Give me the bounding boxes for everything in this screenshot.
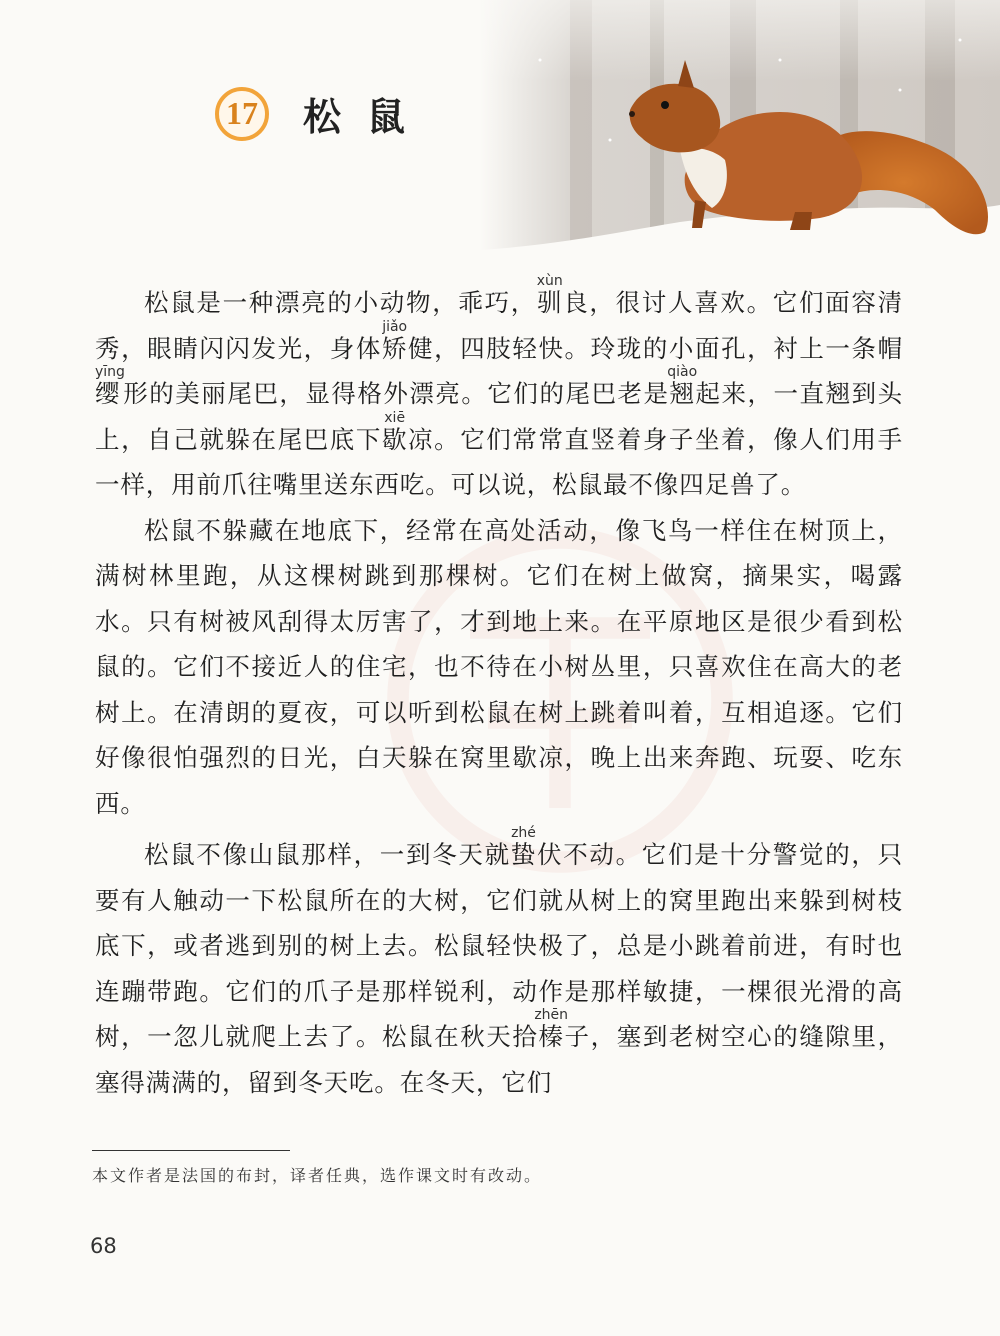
pinyin: zhēn: [534, 1007, 569, 1023]
text-run: 松鼠不躲藏在地底下，经常在高处活动，像飞鸟一样住在树顶上，满树林里跑，从这棵树跳到那棵树。它们在树上做窝，摘果实，喝露水。只有树被风刮得太厉害了，才到地上来。在平原地区是很少看到松鼠的。它们不接近人的住宅，也不待在小树丛里，只喜欢住在高大的老树上。在清朗的夏夜，可以听到松鼠在树上跳着叫着，互相追逐。它们好像很怕强烈的日光，白天躲在窝里歇凉，晚上出来奔跑、玩耍、吃东西。: [95, 515, 903, 818]
pinyin: zhé: [510, 825, 537, 841]
text-run: 健，四肢轻快。玲珑的小面孔，衬上一条帽: [408, 333, 903, 363]
pinyin: jiǎo: [381, 318, 408, 335]
text-run: 凉。它们常常直竖着身子坐着，像人们用手一样，用前爪往嘴里送东西吃。可以说，松鼠最不像四足兽了。: [95, 424, 903, 499]
text-run: 松鼠是一种漂亮的小动物，乖巧，: [144, 288, 537, 317]
paragraph: [95, 508, 903, 827]
lesson-title: 松鼠: [303, 95, 432, 139]
lesson-number-badge: 17: [215, 87, 269, 141]
footnote-divider: [92, 1150, 290, 1151]
paragraph: [95, 274, 903, 508]
lesson-header: [215, 86, 431, 141]
page-number: 68: [90, 1234, 117, 1258]
text-run: 良，很讨人喜欢。它们面容清秀，眼睛闪闪发光，身体: [95, 288, 904, 363]
pinyin-annotated-char: 翘qiào: [667, 364, 698, 408]
text-run: 形的美丽尾巴，显得格外漂亮。它们的尾巴老是: [122, 379, 670, 408]
pinyin: yīng: [95, 364, 125, 380]
text-run: 起来，一直翘到头上，自己就躲在尾巴底下: [95, 379, 903, 454]
footnote: 本文作者是法国的布封，译者任典，选作课文时有改动。: [92, 1166, 543, 1185]
pinyin: xùn: [536, 273, 563, 289]
text-run: 伏不动。它们是十分警觉的，只要有人触动一下松鼠所在的大树，它们就从树上的窝里跑出来躲到树枝底下，或者逃到别的树上去。松鼠轻快极了，总是小跳着前进，有时也连蹦带跑。它们的爪子是那样锐利，动作是那样敏捷，一棵很光滑的高树，一忽儿就爬上去了。松鼠在秋天拾: [95, 840, 903, 1051]
pinyin-annotated-char: 矫jiǎo: [381, 318, 409, 363]
text-run: 子，塞到老树空心的缝隙里，塞得满满的，留到冬天吃。在冬天，它们: [95, 1022, 903, 1097]
text-run: 松鼠不像山鼠那样，一到冬天就: [144, 840, 511, 869]
paragraph: [95, 826, 903, 1105]
pinyin: xiē: [381, 409, 408, 426]
pinyin-annotated-char: 驯xùn: [536, 273, 563, 317]
pinyin-annotated-char: 蛰zhé: [510, 825, 537, 869]
pinyin-annotated-char: 歇xiē: [381, 409, 409, 454]
pinyin-annotated-char: 榛zhēn: [534, 1007, 569, 1051]
pinyin-annotated-char: 缨yīng: [95, 364, 125, 408]
squirrel-photo: [480, 0, 1000, 270]
pinyin: qiào: [667, 364, 698, 380]
lesson-body: [95, 274, 903, 1105]
